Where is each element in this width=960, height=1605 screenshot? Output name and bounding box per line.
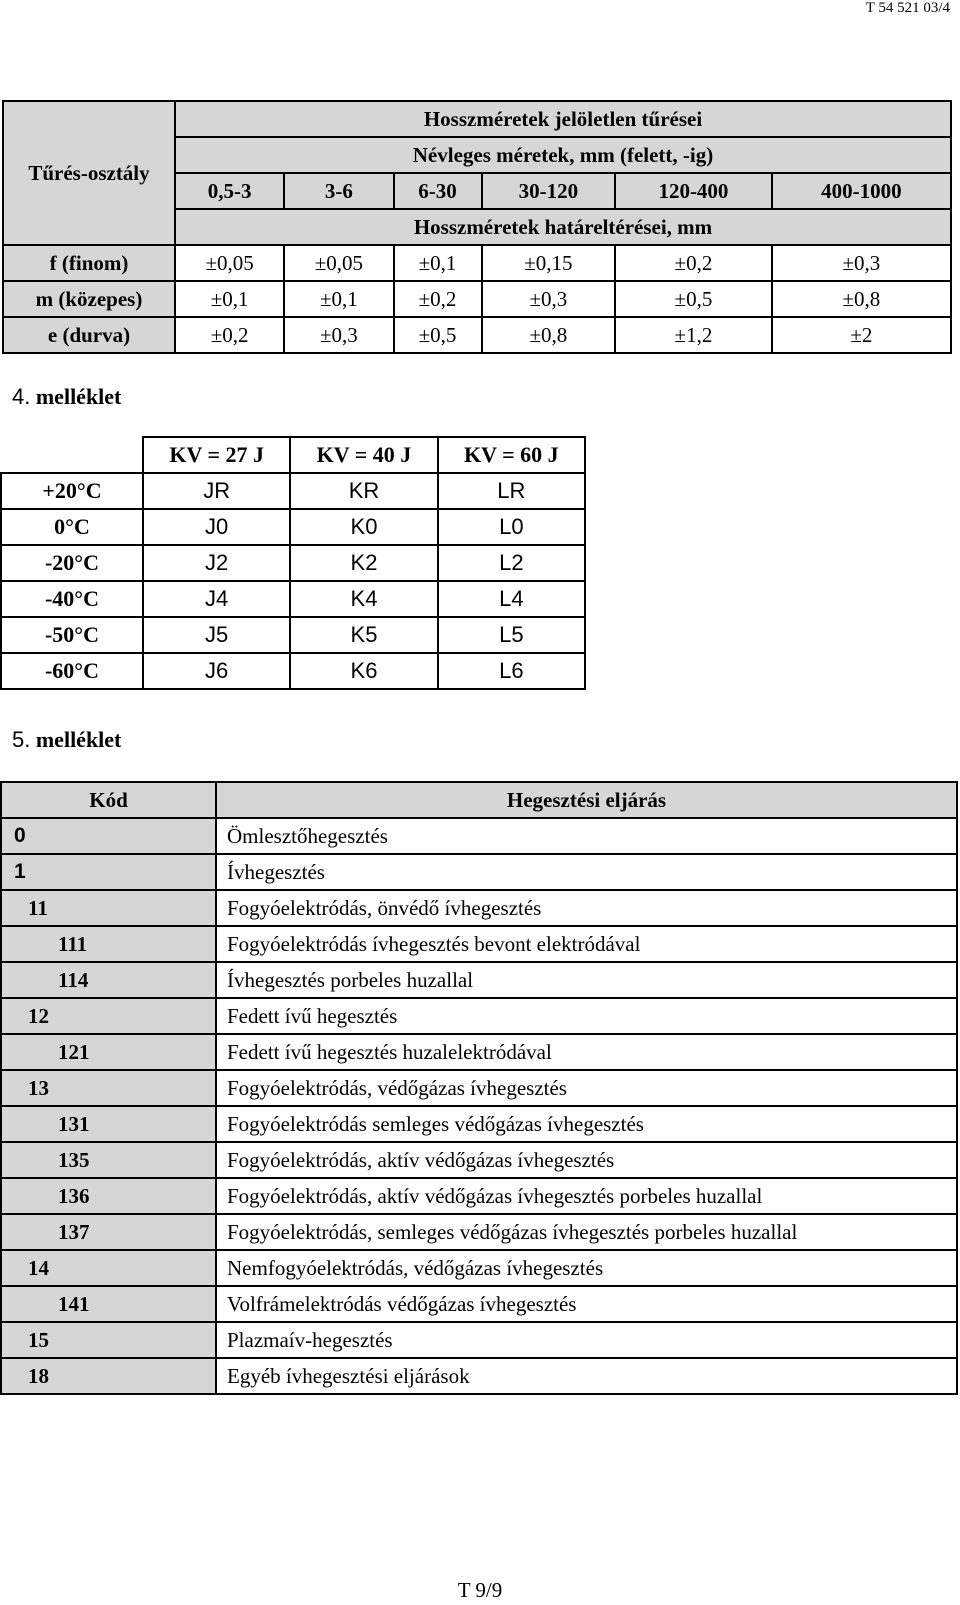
deviation-cell: ±2 [772, 317, 951, 353]
process-name: Fogyóelektródás ívhegesztés bevont elektródával [216, 926, 957, 962]
annex-4-heading [12, 384, 121, 410]
process-code: 135 [1, 1142, 216, 1178]
page-number: T 9/9 [457, 1578, 503, 1602]
kv-cell: K0 [290, 509, 437, 545]
process-code: 131 [1, 1106, 216, 1142]
impact-energy-table [0, 436, 586, 690]
process-code: 11 [1, 890, 216, 926]
range-header: 30-120 [482, 173, 616, 209]
empty-corner-cell [1, 437, 143, 473]
process-name: Fedett ívű hegesztés [216, 998, 957, 1034]
class-label: e (durva) [3, 317, 175, 353]
kv-header: KV = 27 J [143, 437, 290, 473]
process-name: Fedett ívű hegesztés huzalelektródával [216, 1034, 957, 1070]
range-header: 3-6 [284, 173, 393, 209]
deviation-cell: ±0,8 [482, 317, 616, 353]
kv-cell: L5 [438, 617, 585, 653]
deviation-label: Hosszméretek határeltérései, mm [175, 209, 951, 245]
process-code: 15 [1, 1322, 216, 1358]
process-code: 141 [1, 1286, 216, 1322]
deviation-cell: ±0,2 [615, 245, 771, 281]
deviation-cell: ±0,05 [284, 245, 393, 281]
temperature-label: -50°C [1, 617, 143, 653]
kv-cell: K4 [290, 581, 437, 617]
deviation-cell: ±0,3 [772, 245, 951, 281]
deviation-cell: ±1,2 [615, 317, 771, 353]
process-name: Ömlesztőhegesztés [216, 818, 957, 854]
deviation-cell: ±0,05 [175, 245, 284, 281]
process-code: 137 [1, 1214, 216, 1250]
table-row [1, 890, 957, 926]
kv-cell: L0 [438, 509, 585, 545]
temperature-label: +20°C [1, 473, 143, 509]
table-row [1, 545, 585, 581]
table-row [1, 1106, 957, 1142]
table-row [1, 581, 585, 617]
class-label: m (közepes) [3, 281, 175, 317]
deviation-cell: ±0,5 [615, 281, 771, 317]
document-code: T 54 521 03/4 [865, 0, 950, 16]
deviation-cell: ±0,2 [175, 317, 284, 353]
process-code: 1 [1, 854, 216, 890]
kv-cell: J0 [143, 509, 290, 545]
temperature-label: -40°C [1, 581, 143, 617]
process-code: 0 [1, 818, 216, 854]
deviation-cell: ±0,15 [482, 245, 616, 281]
process-header: Hegesztési eljárás [216, 782, 957, 818]
process-name: Volfrámelektródás védőgázas ívhegesztés [216, 1286, 957, 1322]
deviation-cell: ±0,1 [175, 281, 284, 317]
table-row [1, 473, 585, 509]
table-row [3, 317, 951, 353]
temperature-label: 0°C [1, 509, 143, 545]
temperature-label: -60°C [1, 653, 143, 689]
table-row [1, 1250, 957, 1286]
deviation-cell: ±0,3 [284, 317, 393, 353]
kv-cell: LR [438, 473, 585, 509]
table-row [1, 1178, 957, 1214]
deviation-cell: ±0,5 [394, 317, 482, 353]
process-code: 136 [1, 1178, 216, 1214]
kv-cell: L6 [438, 653, 585, 689]
welding-process-table [0, 781, 958, 1395]
table-row [3, 281, 951, 317]
table-row [1, 998, 957, 1034]
kv-cell: K5 [290, 617, 437, 653]
kv-cell: J4 [143, 581, 290, 617]
table-row [1, 617, 585, 653]
kv-header: KV = 40 J [290, 437, 437, 473]
annex-5-heading [12, 727, 121, 753]
table-row [1, 1214, 957, 1250]
process-code: 111 [1, 926, 216, 962]
deviation-cell: ±0,2 [394, 281, 482, 317]
deviation-cell: ±0,1 [284, 281, 393, 317]
table-row [1, 926, 957, 962]
process-name: Fogyóelektródás semleges védőgázas ívhegesztés [216, 1106, 957, 1142]
table-row [1, 1286, 957, 1322]
table-row [1, 1142, 957, 1178]
range-header: 6-30 [394, 173, 482, 209]
kv-cell: JR [143, 473, 290, 509]
table-row [3, 245, 951, 281]
kv-header: KV = 60 J [438, 437, 585, 473]
temperature-label: -20°C [1, 545, 143, 581]
process-name: Fogyóelektródás, védőgázas ívhegesztés [216, 1070, 957, 1106]
table-row [1, 1358, 957, 1394]
table-row [1, 653, 585, 689]
process-code: 12 [1, 998, 216, 1034]
table-row [1, 1070, 957, 1106]
kv-cell: K6 [290, 653, 437, 689]
kv-cell: K2 [290, 545, 437, 581]
table-row [1, 962, 957, 998]
annex-label: melléklet [35, 384, 122, 409]
code-header: Kód [1, 782, 216, 818]
table-row [1, 1034, 957, 1070]
kv-cell: L2 [438, 545, 585, 581]
process-name: Fogyóelektródás, aktív védőgázas ívhegesztés porbeles huzallal [216, 1178, 957, 1214]
annex-label: melléklet [35, 727, 122, 752]
process-code: 114 [1, 962, 216, 998]
process-name: Fogyóelektródás, semleges védőgázas ívhegesztés porbeles huzallal [216, 1214, 957, 1250]
kv-cell: KR [290, 473, 437, 509]
process-code: 13 [1, 1070, 216, 1106]
table1-title: Hosszméretek jelöletlen tűrései [175, 101, 951, 137]
deviation-cell: ±0,8 [772, 281, 951, 317]
class-label: f (finom) [3, 245, 175, 281]
table-row [1, 1322, 957, 1358]
process-code: 121 [1, 1034, 216, 1070]
kv-cell: L4 [438, 581, 585, 617]
process-name: Nemfogyóelektródás, védőgázas ívhegesztés [216, 1250, 957, 1286]
deviation-cell: ±0,1 [394, 245, 482, 281]
range-header: 0,5-3 [175, 173, 284, 209]
process-name: Plazmaív-hegesztés [216, 1322, 957, 1358]
tolerance-table [2, 100, 952, 354]
kv-cell: J6 [143, 653, 290, 689]
kv-cell: J5 [143, 617, 290, 653]
table-row [1, 818, 957, 854]
process-name: Egyéb ívhegesztési eljárások [216, 1358, 957, 1394]
annex-number: 5. [12, 727, 31, 752]
table-row [1, 509, 585, 545]
table-row [1, 854, 957, 890]
process-name: Ívhegesztés [216, 854, 957, 890]
range-header: 120-400 [615, 173, 771, 209]
process-name: Fogyóelektródás, önvédő ívhegesztés [216, 890, 957, 926]
process-name: Fogyóelektródás, aktív védőgázas ívhegesztés [216, 1142, 957, 1178]
tolerance-class-header: Tűrés-osztály [3, 101, 175, 245]
range-header: 400-1000 [772, 173, 951, 209]
annex-number: 4. [12, 384, 31, 409]
deviation-cell: ±0,3 [482, 281, 616, 317]
process-code: 14 [1, 1250, 216, 1286]
process-name: Ívhegesztés porbeles huzallal [216, 962, 957, 998]
kv-cell: J2 [143, 545, 290, 581]
table1-subtitle: Névleges méretek, mm (felett, -ig) [175, 137, 951, 173]
process-code: 18 [1, 1358, 216, 1394]
